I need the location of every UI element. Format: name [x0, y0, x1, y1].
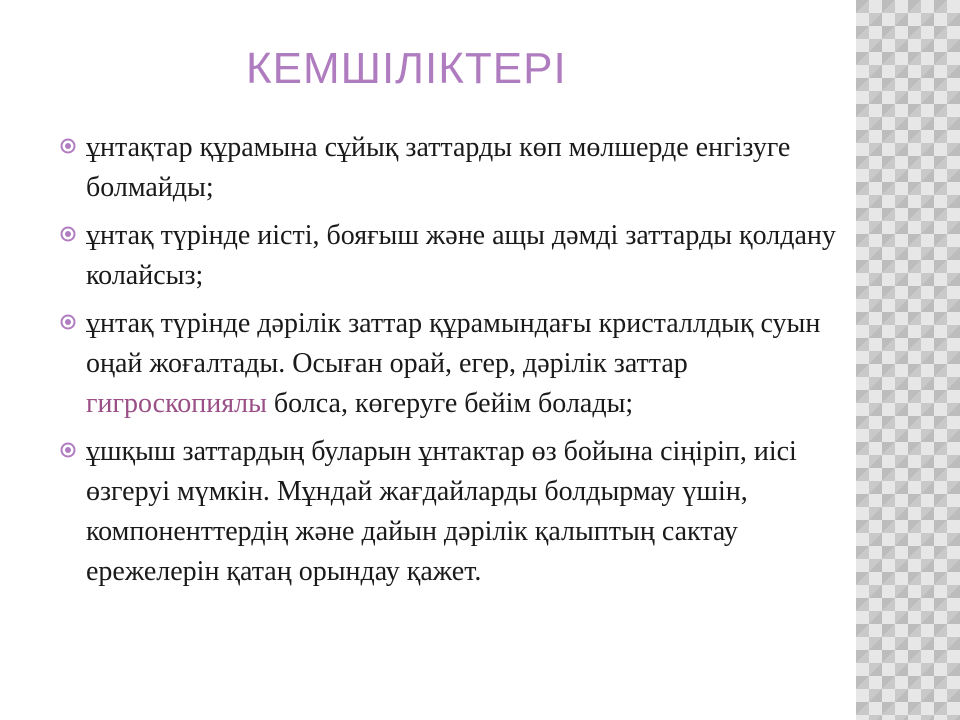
target-circle-icon: [60, 226, 76, 242]
slide-title: КЕМШІЛІКТЕРІ: [246, 44, 567, 93]
bullet-item: [60, 304, 860, 424]
bullet-text: болса, көгеруге бейім болады;: [266, 388, 634, 419]
bullet-item: [60, 216, 860, 296]
bullet-list: [60, 128, 860, 600]
bullet-text: ұнтақтар құрамына сұйық заттарды көп мөлшерде енгізуге болмайды;: [86, 132, 791, 203]
bullet-text: ұшқыш заттардың буларын ұнтактар өз бойына сіңіріп, иісі өзгеруі мүмкін. Мұндай жағдайларды болдырмау үшін, компоненттердің және дайын дәрілік қалыптың сактау ережелерін қатаң орындау қажет.: [86, 436, 797, 587]
target-circle-icon: [60, 314, 76, 330]
bullet-item: [60, 128, 860, 208]
decorative-side-pattern: [856, 0, 960, 720]
bullet-item: [60, 432, 860, 592]
target-circle-icon: [60, 138, 76, 154]
highlighted-term: гигроскопиялы: [86, 388, 267, 419]
bullet-text: ұнтақ түрінде дәрілік заттар құрамындағы кристаллдық суын оңай жоғалтады. Осыған орай, егер, дәрілік заттар: [86, 308, 821, 379]
target-circle-icon: [60, 442, 76, 458]
bullet-text: ұнтақ түрінде иісті, бояғыш және ащы дәмді заттарды қолдану колайсыз;: [86, 220, 836, 291]
